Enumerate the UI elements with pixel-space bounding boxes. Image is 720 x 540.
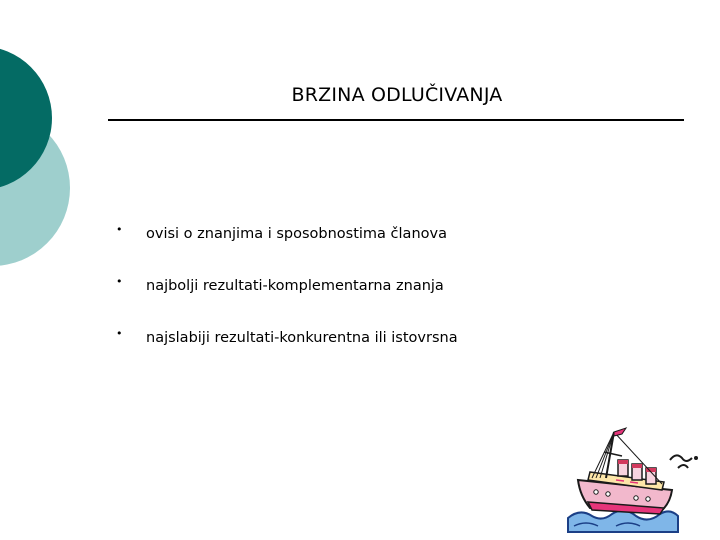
list-item [112, 220, 672, 272]
title-underline [108, 119, 684, 121]
bullet-text: ovisi o znanjima i sposobnostima članova [146, 226, 447, 242]
bullet-text: najbolji rezultati-komplementarna znanja [146, 278, 444, 294]
bullet-icon: • [116, 327, 123, 340]
bullet-icon: • [116, 223, 123, 236]
ship-icon [566, 422, 706, 534]
list-item [112, 272, 672, 324]
list-item [112, 324, 672, 376]
decorative-circles [0, 0, 80, 300]
bullet-list [112, 220, 672, 376]
bullet-icon: • [116, 275, 123, 288]
bullet-text: najslabiji rezultati-konkurentna ili istovrsna [146, 330, 458, 346]
slide-title: BRZINA ODLUČIVANJA [291, 84, 503, 106]
